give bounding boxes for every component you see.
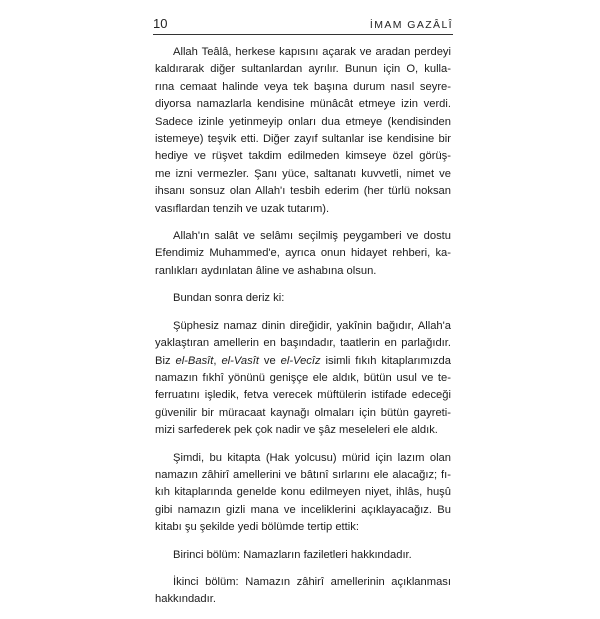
body-text	[155, 44, 451, 619]
text-line: namazın fıkhî yönünü genişçe ele aldık, bütün usul ve te-	[155, 371, 451, 384]
text-line: Şimdi, bu kitapta (Hak yolcusu) mürid için lazım olan	[173, 451, 451, 464]
paragraph	[155, 228, 451, 280]
text-line: güvenilir bir müracaat kaynağı olmaları için bütün gayreti-	[155, 406, 451, 419]
text-line: ranlıkları aydınlatan âline ve ashabına olsun.	[155, 264, 377, 277]
text-line: vasıflardan tenzih ve uzak tutarım).	[155, 202, 330, 215]
text-line: diyorsa namazlarla kendisine münâcât etmeye izin verdi.	[155, 98, 451, 111]
text-line: hakkındadır.	[155, 593, 216, 606]
text-line: yaklaştıran amellerin en başındadır, taatlerin en parlağıdır.	[155, 337, 451, 350]
text-line: ihsanı sonsuz olan Allah'ı tesbih ederim (her türlü noksan	[155, 185, 451, 198]
paragraph	[155, 547, 451, 564]
text-line: kitabı şu şekilde yedi bölümde tertip ettik:	[155, 521, 359, 534]
text-line: rına cemaat halinde veya tek başına durum nasıl seyre-	[155, 80, 451, 93]
text-line: Bundan sonra deriz ki:	[173, 292, 285, 305]
running-head	[153, 16, 453, 36]
text-line: Biz el-Basît, el-Vasît ve el-Vecîz isimli fıkıh kitaplarımızda	[155, 354, 451, 367]
text-line: İkinci bölüm: Namazın zâhirî amellerinin açıklanması	[173, 575, 451, 588]
text-line: namazın zâhirî amellerini ve bâtınî sırlarını ele alacağız; fı-	[155, 468, 451, 481]
book-title: İMAM GAZÂLÎ	[369, 19, 453, 31]
text-line: istemeye) teşvik etti. Diğer zayıf sultanlar ise kendisine bir	[155, 133, 451, 146]
italic-book-title: el-Vasît	[221, 354, 259, 367]
paragraph	[155, 290, 451, 307]
text-line: kaldırarak diğer sultanlardan ayrılır. Bunun için O, kulla-	[155, 63, 451, 76]
paragraph	[155, 450, 451, 537]
text-line: ferruatını işledik, fetva verecek müftülerin istifade edeceği	[155, 389, 451, 402]
text-line: Şüphesiz namaz dinin direğidir, yakînin bağıdır, Allah'a	[173, 319, 451, 332]
text-line: mizi sarfederek pek çok nadir ve şâz meseleleri ele aldık.	[155, 424, 438, 437]
text-line: Allah'ın salât ve selâmı seçilmiş peygamberi ve dostu	[173, 230, 451, 243]
paragraph	[155, 318, 451, 440]
italic-book-title: el-Basît	[175, 354, 214, 367]
text-line: Birinci bölüm: Namazların faziletleri hakkındadır.	[173, 548, 412, 561]
text-line: Sadece izinle yetinmeyip onları dua etmeye (kendisinden	[155, 115, 451, 128]
text-line: kıh kitaplarında genelde konu edilmeyen niyet, ihlâs, huşû	[155, 486, 451, 499]
text-line: gibi namazın gizli mana ve inceliklerini açıklayacağız. Bu	[155, 503, 451, 516]
header-rule	[153, 34, 453, 35]
text-line: hediye ve rüşvet takdim edilmeden kimseye özel görüş-	[155, 150, 451, 163]
italic-book-title: el-Vecîz	[280, 354, 321, 367]
paragraph	[155, 574, 451, 609]
paragraph	[155, 44, 451, 218]
page-number: 10	[153, 16, 168, 31]
text-line: Allah Teâlâ, herkese kapısını açarak ve aradan perdeyi	[173, 46, 451, 58]
text-line: Efendimiz Muhammed'e, ayrıca onun hidayet rehberi, ka-	[155, 247, 451, 260]
text-line: me izni vermezler. Şanı yüce, saltanatı kuvvetli, nimet ve	[155, 167, 451, 180]
